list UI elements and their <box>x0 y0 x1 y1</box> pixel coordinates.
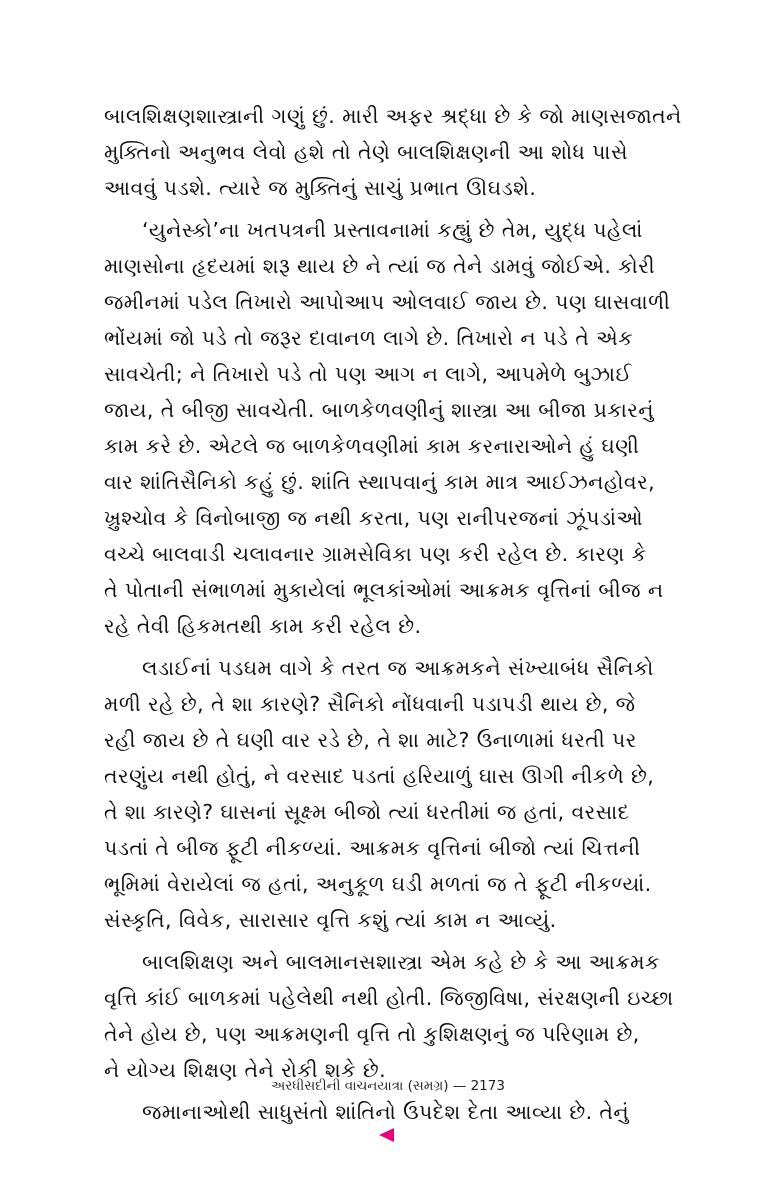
previous-page-arrow-icon[interactable] <box>377 1125 397 1145</box>
text-line: લડાઈનાં પડઘમ વાગે કે તરત જ આક્રમકને સંખ્યાબંધ સૈનિકો <box>142 656 654 680</box>
text-line: જાય, તે બીજી સાવચેતી. બાળકેળવણીનું શાસ્ત્રા આ બીજા પ્રકારનું <box>104 398 654 422</box>
page-number: 2173 <box>470 1078 505 1094</box>
text-line: ખ્રુશ્ચોવ કે વિનોબાજી જ નથી કરતા, પણ રાનીપરજનાં ઝૂંપડાંઓ <box>104 506 643 530</box>
text-line: પડતાં તે બીજ ફૂટી નીકળ્યાં. આક્રમક વૃત્તિનાં બીજો ત્યાં ચિત્તની <box>104 836 641 860</box>
text-line: રહે તેવી હિકમતથી કામ કરી રહેલ છે. <box>104 614 422 638</box>
footer-separator: — <box>452 1078 467 1094</box>
text-line: જમાનાઓથી સાધુસંતો શાંતિનો ઉપદેશ દેતા આવ્યા છે. તેનું <box>142 1100 630 1124</box>
page-footer <box>0 1078 776 1094</box>
text-line: ‘યુનેસ્કો’ના ખતપત્રની પ્રસ્તાવનામાં કહ્યું છે તેમ, યુદ્ધ પહેલાં <box>142 218 643 242</box>
text-line: બાલશિક્ષણ અને બાલમાનસશાસ્ત્રા એમ કહે છે કે આ આક્રમક <box>142 950 660 974</box>
text-line: જમીનમાં પડેલ તિખારો આપોઆપ ઓલવાઈ જાય છે. પણ ઘાસવાળી <box>104 290 671 314</box>
text-line: તે પોતાની સંભાળમાં મુકાયેલાં ભૂલકાંઓમાં આક્રમક વૃત્તિનાં બીજ ન <box>104 578 664 602</box>
body-text <box>104 96 682 1124</box>
text-line: ભોંયમાં જો પડે તો જરૂર દાવાનળ લાગે છે. તિખારો ન પડે તે એક <box>104 326 634 350</box>
text-line: તેને હોય છે, પણ આક્રમણની વૃત્તિ તો કુશિક્ષણનું જ પરિણામ છે, <box>104 1022 640 1046</box>
text-line: રહી જાય છે તે ઘણી વાર રડે છે, તે શા માટે? ઉનાળામાં ધરતી પર <box>104 728 637 752</box>
text-line: તરણુંય નથી હોતું, ને વરસાદ પડતાં હરિયાળું ઘાસ ઊગી નીકળે છે, <box>104 764 655 788</box>
text-line: સાવચેતી; ને તિખારો પડે તો પણ આગ ન લાગે, આપમેળે બુઝાઈ <box>104 362 632 386</box>
text-line: માણસોના હૃદયમાં શરૂ થાય છે ને ત્યાં જ તેને ડામવું જોઈએ. કોરી <box>104 254 656 278</box>
text-line: મળી રહે છે, તે શા કારણે? સૈનિકો નોંધવાની પડાપડી થાય છે, જે <box>104 692 636 716</box>
text-line: આવવું પડશે. ત્યારે જ મુક્તિનું સાચું પ્રભાત ઊઘડશે. <box>104 176 537 200</box>
text-line: વૃત્તિ કાંઈ બાળકમાં પહેલેથી નથી હોતી. જિજીવિષા, સંરક્ષણની ઇચ્છા <box>104 986 674 1010</box>
text-line: વાર શાંતિસૈનિકો કહું છું. શાંતિ સ્થાપવાનું કામ માત્ર આઈઝનહોવર, <box>104 470 656 494</box>
text-line: મુક્તિનો અનુભવ લેવો હશે તો તેણે બાલશિક્ષણની આ શોધ પાસે <box>104 140 628 164</box>
text-line: ભૂમિમાં વેરાયેલાં જ હતાં, અનુકૂળ ઘડી મળતાં જ તે ફૂટી નીકળ્યાં. <box>104 872 652 896</box>
book-title: અરધીસદીની વાચનયાત્રા (સમગ્ર) <box>271 1078 449 1094</box>
text-line: વચ્ચે બાલવાડી ચલાવનાર ગ્રામસેવિકા પણ કરી રહેલ છે. કારણ કે <box>104 542 647 566</box>
text-line: સંસ્કૃતિ, વિવેક, સારાસાર વૃત્તિ કશું ત્યાં કામ ન આવ્યું. <box>104 908 557 932</box>
text-line: બાલશિક્ષણશાસ્ત્રાની ગણું છું. મારી અફર શ્રદ્ધા છે કે જો માણસજાતને <box>104 104 682 128</box>
text-line: તે શા કારણે? ઘાસનાં સૂક્ષ્મ બીજો ત્યાં ધરતીમાં જ હતાં, વરસાદ <box>104 800 630 824</box>
text-line: કામ કરે છે. એટલે જ બાળકેળવણીમાં કામ કરનારાઓને હું ઘણી <box>104 434 640 458</box>
text-line: ને યોગ્ય શિક્ષણ તેને રોકી શકે છે. <box>104 1058 387 1082</box>
